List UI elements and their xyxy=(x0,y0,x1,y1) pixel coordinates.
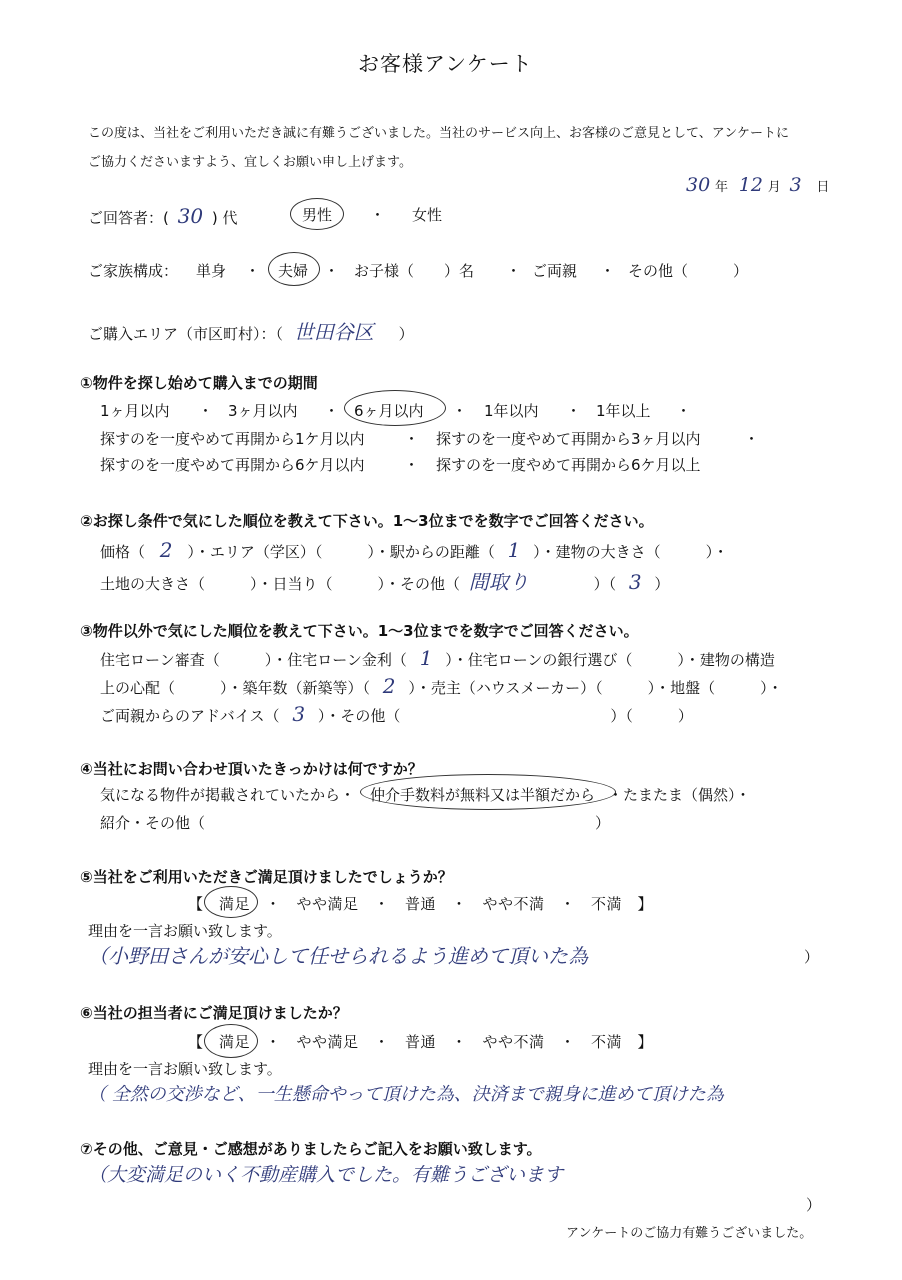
q5-heading: ⑤当社をご利用いただきご満足頂けましたでしょうか？ xyxy=(80,868,453,886)
separator-dot: ・ xyxy=(324,262,340,280)
q3-rate-value: 1 xyxy=(419,646,433,670)
q5-reason-close: ） xyxy=(804,948,820,966)
q1-option-restart-6m: 探すのを一度やめて再開から6ケ月以内 xyxy=(100,456,365,474)
q1-option-restart-over-6m: 探すのを一度やめて再開から6ケ月以上 xyxy=(436,456,701,474)
family-label: ご家族構成： xyxy=(88,262,179,280)
intro-line-1: この度は、当社をご利用いただき誠に有難うございました。当社のサービス向上、お客様のご意見として、アンケートに xyxy=(88,126,789,141)
option-children: お子様（ ）名 xyxy=(354,262,475,280)
q2-heading: ②お探し条件で気にした順位を教えて下さい。1～3位までを数字でご回答ください。 xyxy=(80,512,654,530)
q6-options: 【 満足 ・ やや満足 ・ 普通 ・ やや不満 ・ 不満 】 xyxy=(188,1033,654,1051)
q3-seller-ground-label: ）・売主（ハウスメーカー）（ ）・地盤（ ）・ xyxy=(408,679,783,697)
footer-thanks: アンケートのご協力有難うございました。 xyxy=(566,1226,813,1241)
separator-dot: ・ xyxy=(245,262,261,280)
option-male: 男性 xyxy=(302,206,333,224)
q4-option-referral-other: 紹介・その他（ ） xyxy=(100,814,611,832)
q3-row-2 xyxy=(100,674,783,698)
separator-dot: ・ xyxy=(370,206,386,224)
date-year-value: 30 xyxy=(686,174,711,196)
page-title: お客様アンケート xyxy=(358,52,533,76)
q2-other-value: 3 xyxy=(628,570,642,594)
q2-station-value: 1 xyxy=(507,538,521,562)
date-month-unit: 月 xyxy=(767,180,781,195)
q3-row-1 xyxy=(100,646,775,670)
q4-option-listing: 気になる物件が掲載されていたから・ xyxy=(100,786,356,804)
separator-dot: ・ xyxy=(676,402,692,420)
q3-bank-structure-label: ）・住宅ローンの銀行選び（ ）・建物の構造 xyxy=(445,651,775,669)
q1-option-restart-3m: 探すのを一度やめて再開から3ヶ月以内 xyxy=(436,430,701,448)
q2-row-end: ） xyxy=(654,575,670,593)
separator-dot: ・ xyxy=(198,402,214,420)
separator-dot: ・ xyxy=(404,430,420,448)
q7-close: ） xyxy=(806,1196,822,1214)
q2-price-label: 価格（ xyxy=(100,543,146,561)
q4-heading: ④当社にお問い合わせ頂いたきっかけは何ですか？ xyxy=(80,760,423,778)
respondent-label: ご回答者：( xyxy=(88,209,169,227)
q1-option-1y: 1年以内 xyxy=(484,402,539,420)
area-row xyxy=(88,316,414,345)
q1-option-6m: 6ヶ月以内 xyxy=(354,402,424,420)
separator-dot: ・ xyxy=(506,262,522,280)
option-female: 女性 xyxy=(412,206,443,224)
q3-loan-label: 住宅ローン審査（ ）・住宅ローン金利（ xyxy=(100,651,407,669)
q4-option-fee: 仲介手数料が無料又は半額だから xyxy=(370,786,596,804)
q1-option-3m: 3ヶ月以内 xyxy=(228,402,298,420)
q3-row-3 xyxy=(100,702,693,726)
date-month-value: 12 xyxy=(738,174,763,196)
date-year-unit: 年 xyxy=(714,180,728,195)
area-value: 世田谷区 xyxy=(293,320,374,344)
separator-dot: ・ xyxy=(744,430,760,448)
respondent-row xyxy=(88,204,238,228)
separator-dot: ・ xyxy=(600,262,616,280)
q2-row-1 xyxy=(100,538,728,562)
q2-land-sun-other-label: 土地の大きさ（ ）・日当り（ ）・その他（ xyxy=(100,575,461,593)
separator-dot: ・ xyxy=(566,402,582,420)
option-other: その他（ ） xyxy=(628,262,749,280)
q1-option-1m: 1ヶ月以内 xyxy=(100,402,170,420)
q3-other-label: ）・その他（ ）（ ） xyxy=(317,707,693,725)
q7-answer: （大変満足のいく不動産購入でした。有難うございます xyxy=(88,1164,564,1186)
q1-option-over-1y: 1年以上 xyxy=(596,402,651,420)
intro-line-2: ご協力くださいますよう、宜しくお願い申し上げます。 xyxy=(88,155,412,170)
q6-heading: ⑥当社の担当者にご満足頂けましたか？ xyxy=(80,1004,348,1022)
option-couple: 夫婦 xyxy=(278,262,309,280)
q2-price-value: 2 xyxy=(159,538,173,562)
q3-age-value: 2 xyxy=(382,674,396,698)
date-field xyxy=(686,174,829,196)
respondent-age-suffix: ) 代 xyxy=(211,209,238,227)
q1-option-restart-1m: 探すのを一度やめて再開から1ケ月以内 xyxy=(100,430,365,448)
q2-building-label: ）・建物の大きさ（ ）・ xyxy=(533,543,729,561)
q2-row-2 xyxy=(100,566,669,595)
q1-heading: ①物件を探し始めて購入までの期間 xyxy=(80,374,318,392)
date-day-unit: 日 xyxy=(816,180,830,195)
q5-reason-label: 理由を一言お願い致します。 xyxy=(88,922,282,940)
q3-parents-label: ご両親からのアドバイス（ xyxy=(100,707,280,725)
option-single: 単身 xyxy=(196,262,227,280)
q6-reason-label: 理由を一言お願い致します。 xyxy=(88,1060,282,1078)
q2-area-station-label: ）・エリア（学区）（ ）・駅からの距離（ xyxy=(187,543,495,561)
q2-other-text: 間取り xyxy=(468,570,529,594)
area-close: ） xyxy=(398,325,414,343)
option-parents: ご両親 xyxy=(532,262,578,280)
q3-heading: ③物件以外で気にした順位を教えて下さい。1～3位までを数字でご回答ください。 xyxy=(80,622,639,640)
q6-reason-answer: （ 全然の交渉など、一生懸命やって頂けた為、決済まで親身に進めて頂けた為 xyxy=(88,1084,724,1105)
area-label: ご購入エリア（市区町村）：（ xyxy=(88,325,284,343)
separator-dot: ・ xyxy=(452,402,468,420)
date-day-value: 3 xyxy=(789,174,802,196)
q3-parents-value: 3 xyxy=(292,702,306,726)
q4-option-chance: ・たまたま（偶然）・ xyxy=(608,786,751,804)
q7-heading: ⑦その他、ご意見・ご感想がありましたらご記入をお願い致します。 xyxy=(80,1140,542,1158)
separator-dot: ・ xyxy=(324,402,340,420)
q3-age-label: 上の心配（ ）・築年数（新築等）（ xyxy=(100,679,371,697)
q5-reason-answer: （小野田さんが安心して任せられるよう進めて頂いた為 xyxy=(88,944,588,968)
q5-options: 【 満足 ・ やや満足 ・ 普通 ・ やや不満 ・ 不満 】 xyxy=(188,895,654,913)
q2-other-close: ）（ xyxy=(593,575,617,593)
separator-dot: ・ xyxy=(404,456,420,474)
respondent-age-value: 30 xyxy=(177,204,204,228)
